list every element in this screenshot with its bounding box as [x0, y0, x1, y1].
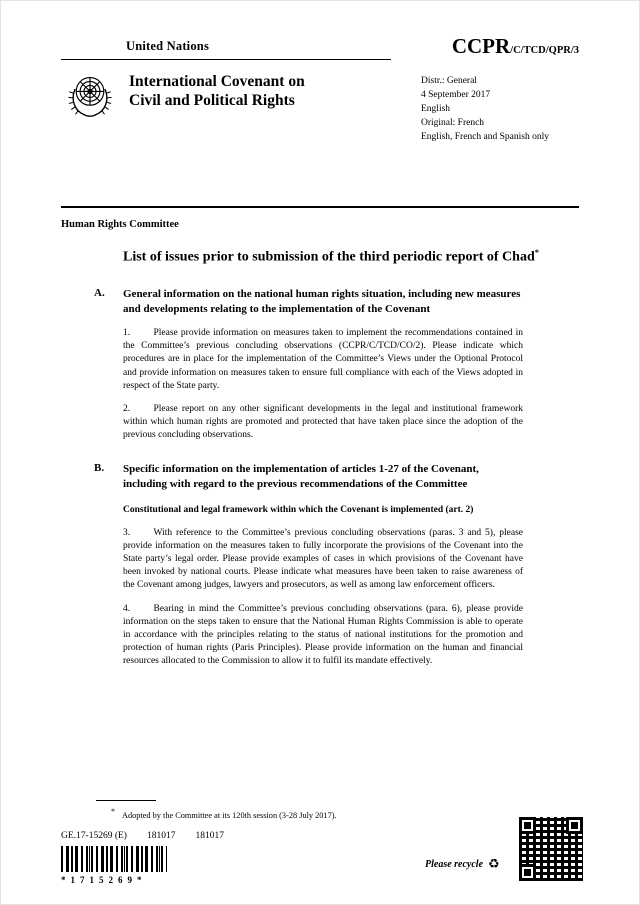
masthead	[61, 72, 579, 144]
section-a-label: A.	[94, 287, 105, 300]
un-emblem-icon	[67, 72, 113, 120]
footnote	[111, 807, 337, 820]
languages-note-line: English, French and Spanish only	[421, 132, 549, 143]
footnote-marker: *	[111, 807, 115, 816]
un-name-block	[61, 39, 391, 60]
ge-code-2: 181017	[195, 831, 224, 841]
recycle-text: Please recycle	[425, 859, 484, 870]
doc-symbol-main: CCPR	[451, 34, 511, 58]
barcode-text: *1715269*	[61, 875, 147, 885]
paragraph-3	[123, 527, 523, 593]
paragraph-1-text: Please provide information on measures taken to implement the recommendations contained in the Committee’s previous concluding observations (CCPR/C/TCD/CO/2). Please indicate which procedures are in place for the implementation of the Committee’s Views under the Optional Protocol and provide information on measures taken to ensure full compliance with each of the Views adopted in respect of the State party.	[123, 328, 523, 391]
language-line: English	[421, 104, 451, 115]
distribution-info	[421, 72, 579, 144]
paragraph-1-number: 1.	[123, 328, 131, 339]
paragraph-4	[123, 603, 523, 669]
committee-name: Human Rights Committee	[61, 219, 179, 231]
qr-code	[519, 817, 583, 881]
subheading-constitutional-framework: Constitutional and legal framework within which the Covenant is implemented (art. 2)	[123, 505, 474, 516]
recycle-icon: ♻	[488, 857, 500, 872]
footnote-separator	[96, 800, 156, 801]
paragraph-2-text: Please report on any other significant developments in the legal and institutional framework within which human rights are promoted and protected that have taken place since the adoption of the previous concluding observations.	[123, 403, 523, 441]
qr-finder-top-right	[566, 817, 583, 834]
barcode	[61, 846, 167, 872]
title-footnote-marker: *	[534, 247, 539, 258]
covenant-title: International Covenant on Civil and Political Rights	[129, 73, 305, 110]
document-title	[123, 247, 581, 267]
masthead-divider	[61, 206, 579, 208]
doc-symbol-suffix: /C/TCD/QPR/3	[510, 45, 579, 56]
paragraph-3-number: 3.	[123, 527, 131, 538]
original-language-line: Original: French	[421, 118, 485, 129]
date-line: 4 September 2017	[421, 90, 491, 101]
please-recycle-label	[425, 856, 500, 871]
paragraph-2	[123, 403, 523, 442]
masthead-top-row	[61, 34, 579, 60]
ge-code-1: 181017	[146, 831, 176, 841]
section-b-heading-text: Specific information on the implementation of articles 1-27 of the Covenant, including with regard to the previous recommendations of the Committee	[123, 463, 479, 491]
qr-finder-top-left	[519, 817, 536, 834]
paragraph-1	[123, 327, 523, 393]
section-a-heading	[94, 287, 639, 317]
paragraph-2-number: 2.	[123, 403, 131, 414]
document-title-text: List of issues prior to submission of the third periodic report of Chad	[123, 249, 535, 265]
paragraph-3-text: With reference to the Committee’s previous concluding observations (paras. 3 and 5), please provide information on the measures taken to fully incorporate the provisions of the Covenant into the State party’s legal order. Please provide examples of cases in which provisions of the Covenant have been invoked by national courts. Please indicate what measures have been taken to raise awareness of the Covenant among judges, lawyers and prosecutors, as well as among law enforcement officers.	[123, 527, 523, 591]
united-nations-label: United Nations	[126, 39, 210, 53]
ge-reference-line	[61, 831, 224, 841]
section-b-heading	[94, 462, 639, 492]
footnote-text: Adopted by the Committee at its 120th session (3-28 July 2017).	[122, 810, 337, 820]
section-a-heading-text: General information on the national human rights situation, including new measures and developments relating to the implementation of the Covenant	[123, 288, 521, 316]
distr-line: Distr.: General	[421, 76, 477, 86]
ge-number: GE.17-15269 (E)	[61, 831, 127, 841]
section-b-label: B.	[94, 462, 105, 475]
paragraph-4-text: Bearing in mind the Committee’s previous concluding observations (para. 6), please provide information on the steps taken to ensure that the National Human Rights Commission is able to operate in accordance with the principles relating to the status of national institutions for the promotion and protection of human rights (Paris Principles). Please provide information on the human and financial resources allocated to the Commission to allow it to fulfil its mandate effectively.	[123, 603, 523, 666]
paragraph-4-number: 4.	[123, 603, 131, 614]
qr-finder-bottom-left	[519, 864, 536, 881]
doc-symbol	[452, 34, 579, 60]
